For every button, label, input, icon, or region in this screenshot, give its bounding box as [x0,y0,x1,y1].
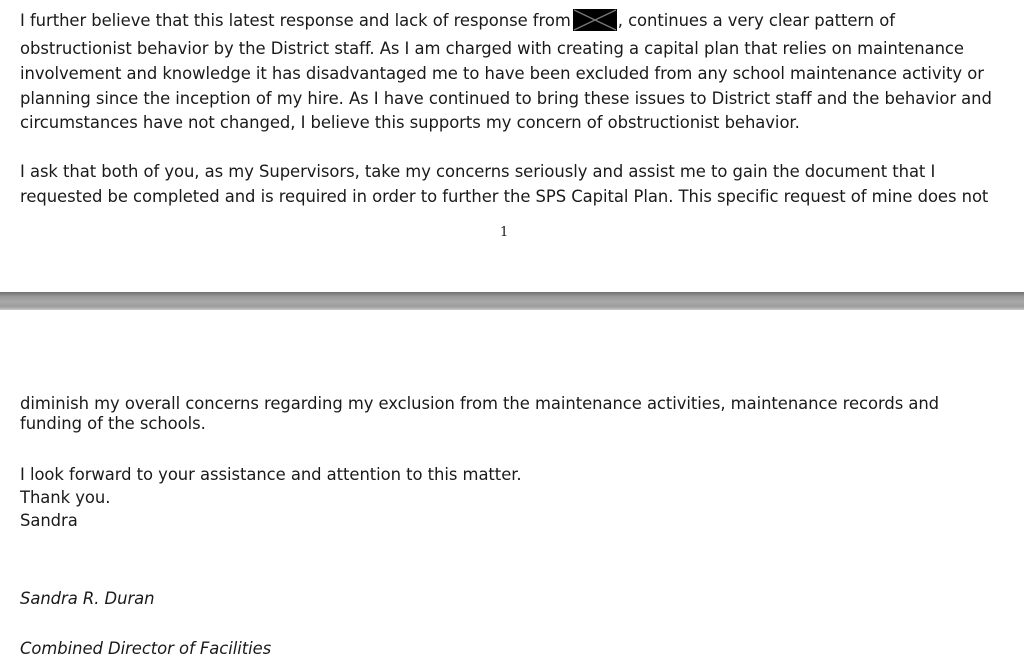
paragraph-1-line-1-tail: , continues a very clear pattern of [617,11,896,30]
paragraph-1-line-4: planning since the inception of my hire. As I have continued to bring these issues to District staff and the behavior and [20,89,992,108]
signature-title: Combined Director of Facilities [20,639,272,658]
paragraph-1-line-1 [20,9,895,31]
paragraph-2-line-1: I ask that both of you, as my Supervisors, take my concerns seriously and assist me to gain the document that I [20,162,936,181]
paragraph-2-line-2: requested be completed and is required in order to further the SPS Capital Plan. This specific request of mine does not [20,187,989,206]
paragraph-1-line-1-text: I further believe that this latest response and lack of response from [20,11,571,30]
signature-name: Sandra R. Duran [20,589,155,608]
paragraph-1-line-2: obstructionist behavior by the District staff. As I am charged with creating a capital plan that relies on maintenance [20,39,964,58]
thanks-line: Thank you. [20,488,111,507]
paragraph-3-line-2: funding of the schools. [20,414,206,433]
document-page-1 [0,0,1024,292]
closing-line: I look forward to your assistance and attention to this matter. [20,465,522,484]
document-page-2 [0,310,1024,666]
paragraph-1-line-5: circumstances have not changed, I believe this supports my concern of obstructionist behavior. [20,113,800,132]
paragraph-1-line-3: involvement and knowledge it has disadvantaged me to have been excluded from any school maintenance activity or [20,64,984,83]
paragraph-3-line-1: diminish my overall concerns regarding my exclusion from the maintenance activities, maintenance records and [20,394,940,413]
page-number: 1 [500,225,509,240]
sign-off-name: Sandra [20,511,78,530]
page-separator [0,292,1024,310]
redaction-box [573,9,617,31]
